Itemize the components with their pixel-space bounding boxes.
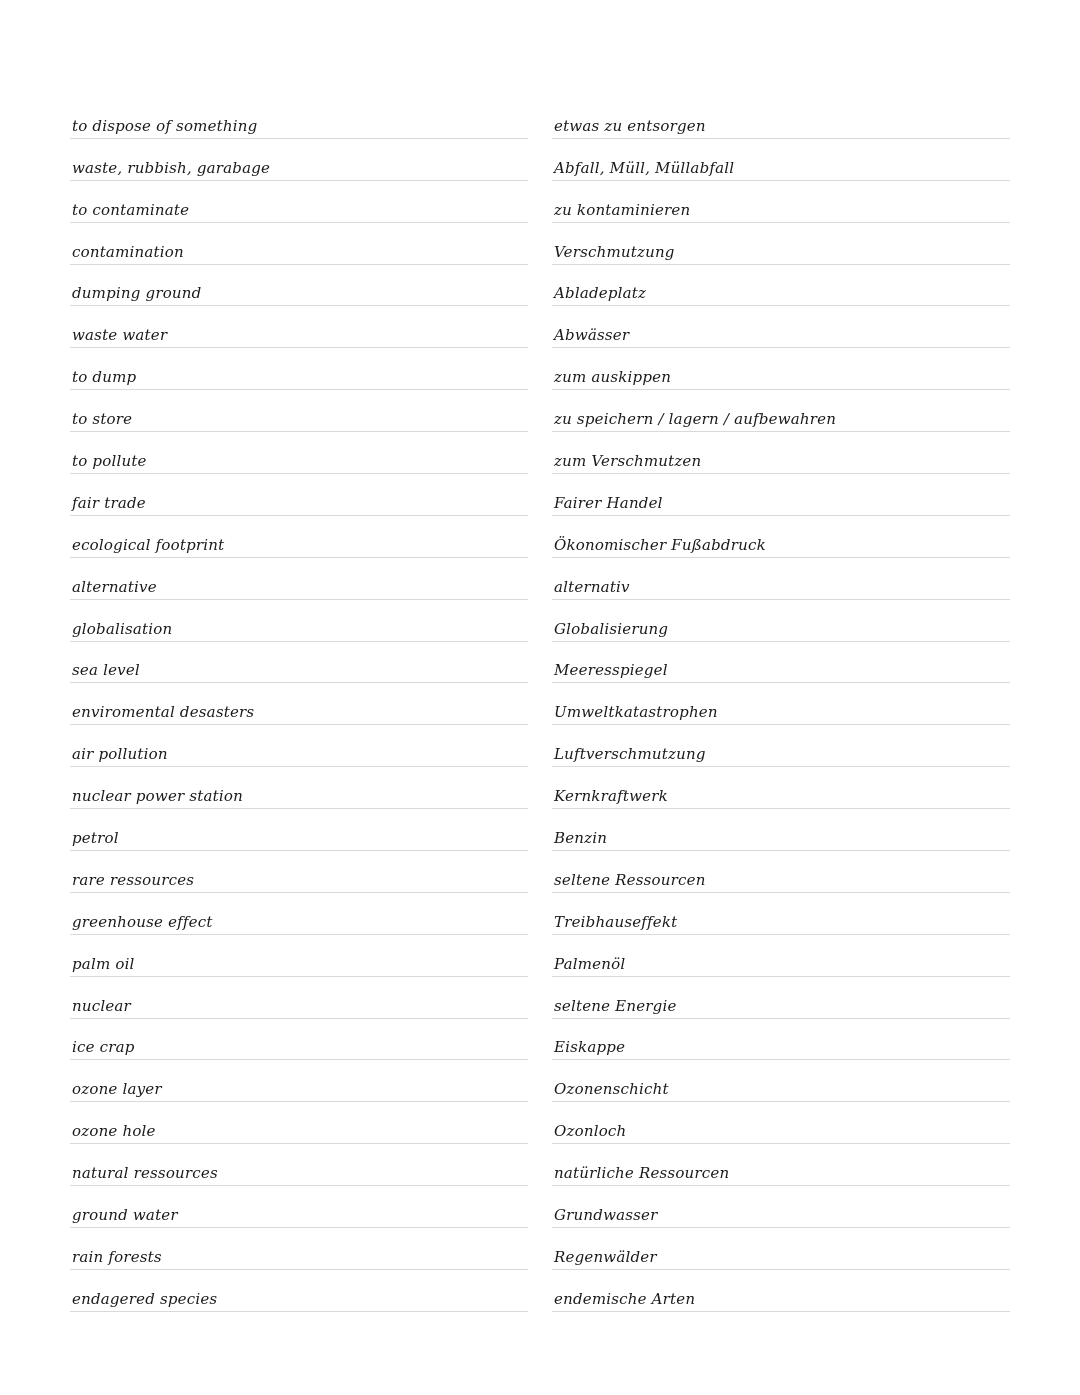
german-term: Kernkraftwerk (554, 787, 668, 806)
german-term: seltene Energie (554, 996, 677, 1015)
english-term: ice crap (72, 1038, 135, 1057)
english-term: to contaminate (72, 200, 190, 219)
english-cell (70, 1186, 528, 1228)
german-cell (552, 1186, 1010, 1228)
english-cell (70, 348, 528, 390)
german-term: Abwässer (554, 326, 630, 345)
german-term: Abfall, Müll, Müllabfall (554, 158, 735, 177)
german-term: zu kontaminieren (554, 200, 691, 219)
english-cell (70, 767, 528, 809)
german-cell (552, 935, 1010, 977)
german-term: Ozonloch (554, 1122, 627, 1141)
vocabulary-row (0, 642, 1080, 684)
german-cell (552, 725, 1010, 767)
english-term: fair trade (72, 493, 146, 512)
german-cell (552, 223, 1010, 265)
english-cell (70, 851, 528, 893)
vocabulary-row (0, 1060, 1080, 1102)
english-term: sea level (72, 661, 140, 680)
german-cell (552, 516, 1010, 558)
german-term: Eiskappe (554, 1038, 626, 1057)
german-term: Ökonomischer Fußabdruck (554, 535, 766, 554)
vocabulary-row (0, 181, 1080, 223)
english-term: natural ressources (72, 1164, 218, 1183)
english-cell (70, 1102, 528, 1144)
german-term: seltene Ressourcen (554, 870, 706, 889)
english-term: endagered species (72, 1289, 218, 1308)
vocabulary-row (0, 725, 1080, 767)
english-term: greenhouse effect (72, 912, 213, 931)
english-cell (70, 1019, 528, 1061)
german-cell (552, 809, 1010, 851)
vocabulary-row (0, 432, 1080, 474)
english-term: nuclear power station (72, 787, 243, 806)
vocabulary-row (0, 935, 1080, 977)
english-cell (70, 1060, 528, 1102)
english-cell (70, 935, 528, 977)
vocabulary-row (0, 1019, 1080, 1061)
english-cell (70, 893, 528, 935)
vocabulary-row (0, 474, 1080, 516)
german-cell (552, 390, 1010, 432)
vocabulary-row (0, 977, 1080, 1019)
german-term: natürliche Ressourcen (554, 1164, 730, 1183)
german-cell (552, 97, 1010, 139)
english-cell (70, 474, 528, 516)
english-term: air pollution (72, 745, 168, 764)
vocabulary-row (0, 97, 1080, 139)
german-term: Palmenöl (554, 954, 626, 973)
german-cell (552, 1144, 1010, 1186)
english-cell (70, 265, 528, 307)
english-cell (70, 306, 528, 348)
german-cell (552, 1102, 1010, 1144)
english-cell (70, 432, 528, 474)
german-cell (552, 1019, 1010, 1061)
english-cell (70, 642, 528, 684)
english-term: ozone layer (72, 1080, 162, 1099)
english-term: to dump (72, 368, 137, 387)
german-term: Treibhauseffekt (554, 912, 678, 931)
vocabulary-row (0, 851, 1080, 893)
german-cell (552, 306, 1010, 348)
german-term: Meeresspiegel (554, 661, 668, 680)
english-cell (70, 809, 528, 851)
vocabulary-row (0, 223, 1080, 265)
german-cell (552, 851, 1010, 893)
vocabulary-row (0, 390, 1080, 432)
german-term: Verschmutzung (554, 242, 675, 261)
english-term: enviromental desasters (72, 703, 255, 722)
english-cell (70, 516, 528, 558)
english-cell (70, 1228, 528, 1270)
german-cell (552, 600, 1010, 642)
english-cell (70, 390, 528, 432)
english-cell (70, 1144, 528, 1186)
english-term: to pollute (72, 452, 147, 471)
vocabulary-row (0, 809, 1080, 851)
vocabulary-row (0, 1102, 1080, 1144)
german-cell (552, 1270, 1010, 1312)
english-term: rain forests (72, 1247, 162, 1266)
vocabulary-row (0, 306, 1080, 348)
german-cell (552, 1060, 1010, 1102)
german-cell (552, 432, 1010, 474)
vocabulary-list (0, 97, 1080, 1312)
german-cell (552, 348, 1010, 390)
german-term: Ozonenschicht (554, 1080, 669, 1099)
german-term: alternativ (554, 577, 630, 596)
english-cell (70, 600, 528, 642)
vocabulary-row (0, 767, 1080, 809)
english-term: nuclear (72, 996, 131, 1015)
german-term: Umweltkatastrophen (554, 703, 718, 722)
vocabulary-row (0, 1228, 1080, 1270)
german-term: Abladeplatz (554, 284, 647, 303)
english-cell (70, 139, 528, 181)
vocabulary-row (0, 1186, 1080, 1228)
english-term: to store (72, 410, 133, 429)
english-cell (70, 181, 528, 223)
english-term: dumping ground (72, 284, 202, 303)
english-term: globalisation (72, 619, 173, 638)
english-cell (70, 97, 528, 139)
english-term: waste, rubbish, garabage (72, 158, 271, 177)
german-term: Fairer Handel (554, 493, 663, 512)
german-cell (552, 683, 1010, 725)
german-cell (552, 1228, 1010, 1270)
german-cell (552, 558, 1010, 600)
german-term: Luftverschmutzung (554, 745, 706, 764)
german-term: etwas zu entsorgen (554, 116, 706, 135)
english-term: alternative (72, 577, 157, 596)
german-term: Regenwälder (554, 1247, 657, 1266)
german-term: endemische Arten (554, 1289, 696, 1308)
vocabulary-row (0, 1144, 1080, 1186)
vocabulary-row (0, 348, 1080, 390)
german-cell (552, 139, 1010, 181)
german-term: Benzin (554, 829, 608, 848)
english-term: to dispose of something (72, 116, 258, 135)
vocabulary-row (0, 558, 1080, 600)
german-cell (552, 474, 1010, 516)
vocabulary-row (0, 265, 1080, 307)
vocabulary-row (0, 516, 1080, 558)
german-term: zum Verschmutzen (554, 452, 702, 471)
german-cell (552, 767, 1010, 809)
german-term: Grundwasser (554, 1206, 658, 1225)
german-term: Globalisierung (554, 619, 669, 638)
english-term: petrol (72, 829, 119, 848)
vocabulary-row (0, 893, 1080, 935)
english-cell (70, 977, 528, 1019)
english-term: ozone hole (72, 1122, 156, 1141)
german-term: zu speichern / lagern / aufbewahren (554, 410, 837, 429)
english-cell (70, 223, 528, 265)
vocabulary-row (0, 1270, 1080, 1312)
german-cell (552, 977, 1010, 1019)
german-cell (552, 642, 1010, 684)
english-term: ground water (72, 1206, 178, 1225)
english-cell (70, 558, 528, 600)
english-term: ecological footprint (72, 535, 225, 554)
english-term: waste water (72, 326, 168, 345)
vocabulary-row (0, 600, 1080, 642)
german-cell (552, 893, 1010, 935)
vocabulary-row (0, 139, 1080, 181)
english-term: contamination (72, 242, 184, 261)
german-cell (552, 265, 1010, 307)
english-cell (70, 1270, 528, 1312)
english-cell (70, 725, 528, 767)
german-term: zum auskippen (554, 368, 672, 387)
german-cell (552, 181, 1010, 223)
english-term: palm oil (72, 954, 135, 973)
vocabulary-row (0, 683, 1080, 725)
english-term: rare ressources (72, 870, 195, 889)
english-cell (70, 683, 528, 725)
